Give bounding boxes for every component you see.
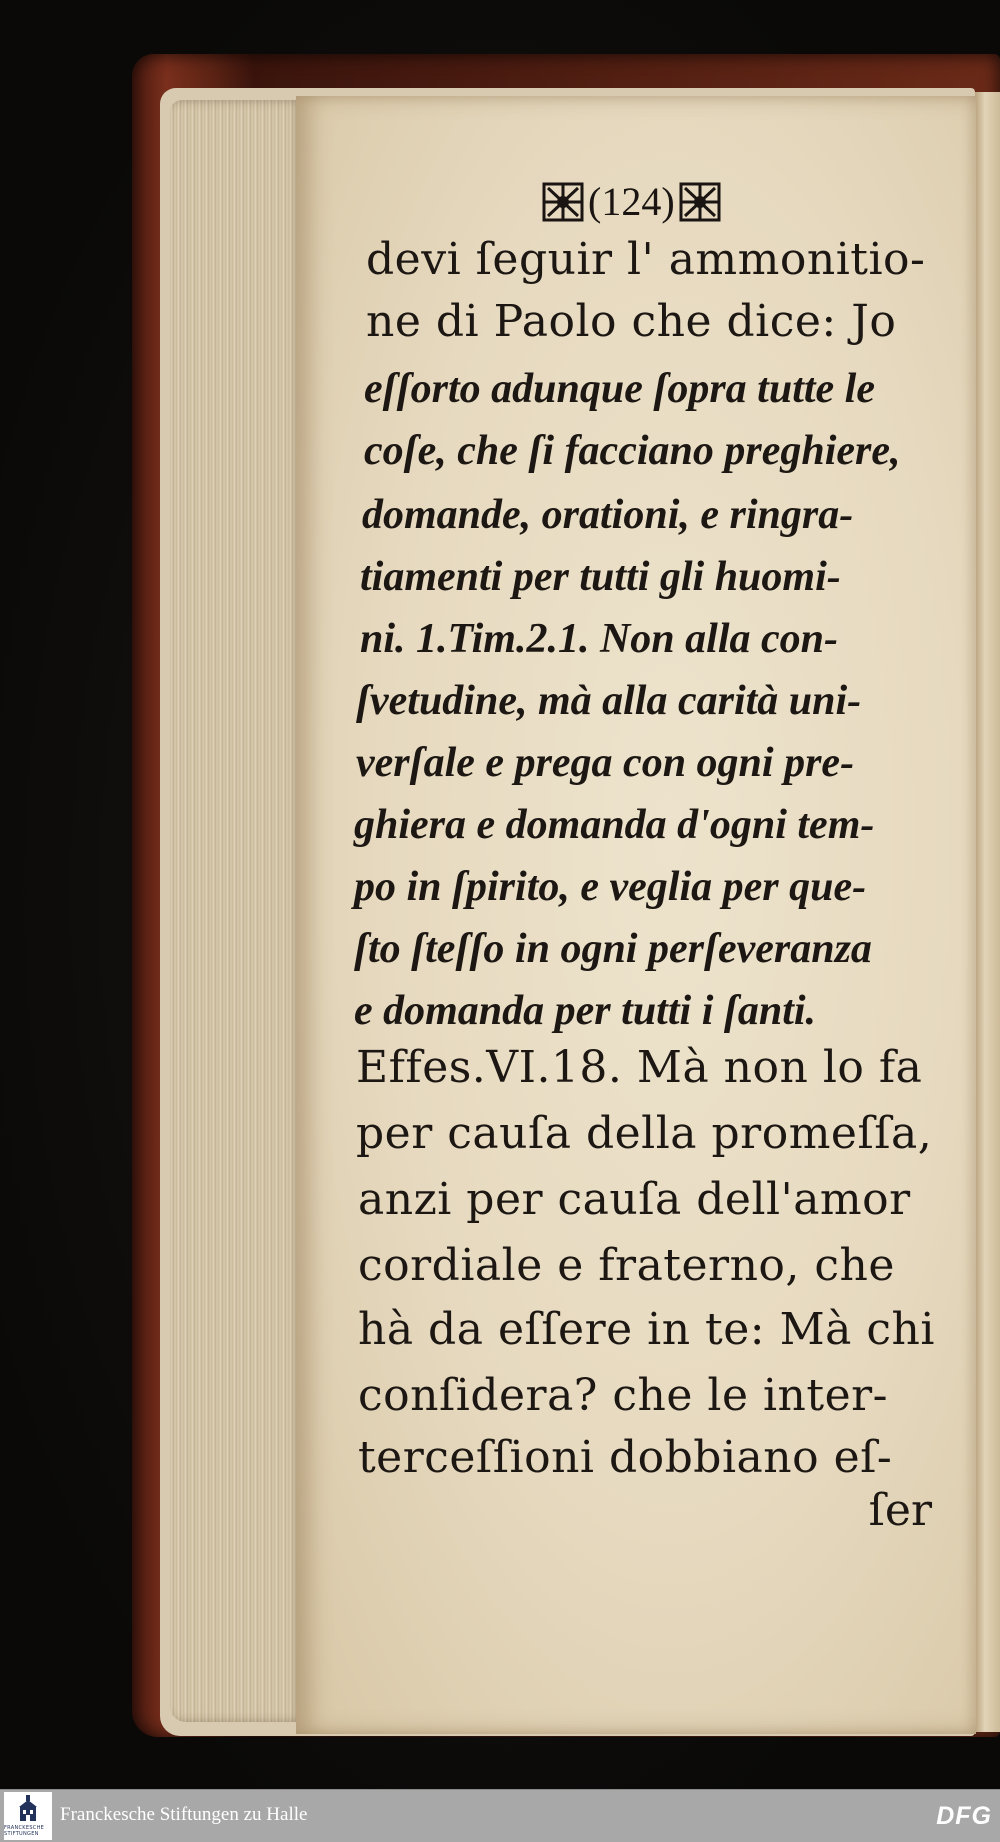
building-icon bbox=[17, 1795, 39, 1823]
text-line: anzi per cauſa dell'amor bbox=[358, 1174, 911, 1225]
text-line: cordiale e fraterno, che bbox=[358, 1240, 895, 1291]
text-line: coſe, che ſi facciano preghiere, bbox=[364, 428, 901, 474]
text-line: ſvetudine, mà alla carità uni- bbox=[356, 678, 862, 724]
text-line: devi ſeguir l' ammonitio- bbox=[366, 234, 926, 285]
text-line: ne di Paolo che dice: Jo bbox=[366, 296, 897, 347]
footer-bar bbox=[0, 1789, 1000, 1842]
funder-logo[interactable]: DFG bbox=[936, 1802, 992, 1830]
page-edges bbox=[170, 100, 304, 1722]
page-header bbox=[540, 174, 723, 230]
page-number: (124) bbox=[588, 179, 675, 224]
facing-page-edge bbox=[975, 92, 1000, 1732]
text-line: verſale e prega con ogni pre- bbox=[356, 740, 855, 786]
catchword: ſer bbox=[868, 1485, 932, 1536]
right-ornament-icon bbox=[677, 180, 723, 224]
text-line: ni. 1.Tim.2.1. Non alla con- bbox=[360, 616, 838, 662]
text-line: hà da eſſere in te: Mà chi bbox=[358, 1304, 935, 1355]
text-line: terceſſioni dobbiano eſ- bbox=[358, 1432, 893, 1483]
logo-caption: FRANCKESCHE STIFTUNGEN bbox=[4, 1825, 45, 1837]
text-line: eſſorto adunque ſopra tutte le bbox=[364, 366, 875, 412]
text-line: conſidera? che le inter- bbox=[358, 1370, 889, 1421]
left-ornament-icon bbox=[540, 180, 586, 224]
text-line: per cauſa della promeſſa, bbox=[356, 1108, 933, 1159]
text-line: domande, orationi, e ringra- bbox=[362, 492, 854, 538]
institution-name: Franckesche Stiftungen zu Halle bbox=[60, 1804, 308, 1825]
institution-logo[interactable] bbox=[4, 1792, 52, 1840]
text-line: e domanda per tutti i ſanti. bbox=[354, 988, 817, 1034]
text-line: ghiera e domanda d'ogni tem- bbox=[354, 802, 875, 848]
text-line: ſto ſteſſo in ogni perſeveranza bbox=[354, 926, 872, 972]
text-line: Effes.VI.18. Mà non lo fa bbox=[356, 1042, 923, 1093]
text-line: tiamenti per tutti gli huomi- bbox=[360, 554, 841, 600]
text-line: po in ſpirito, e veglia per que- bbox=[354, 864, 867, 910]
